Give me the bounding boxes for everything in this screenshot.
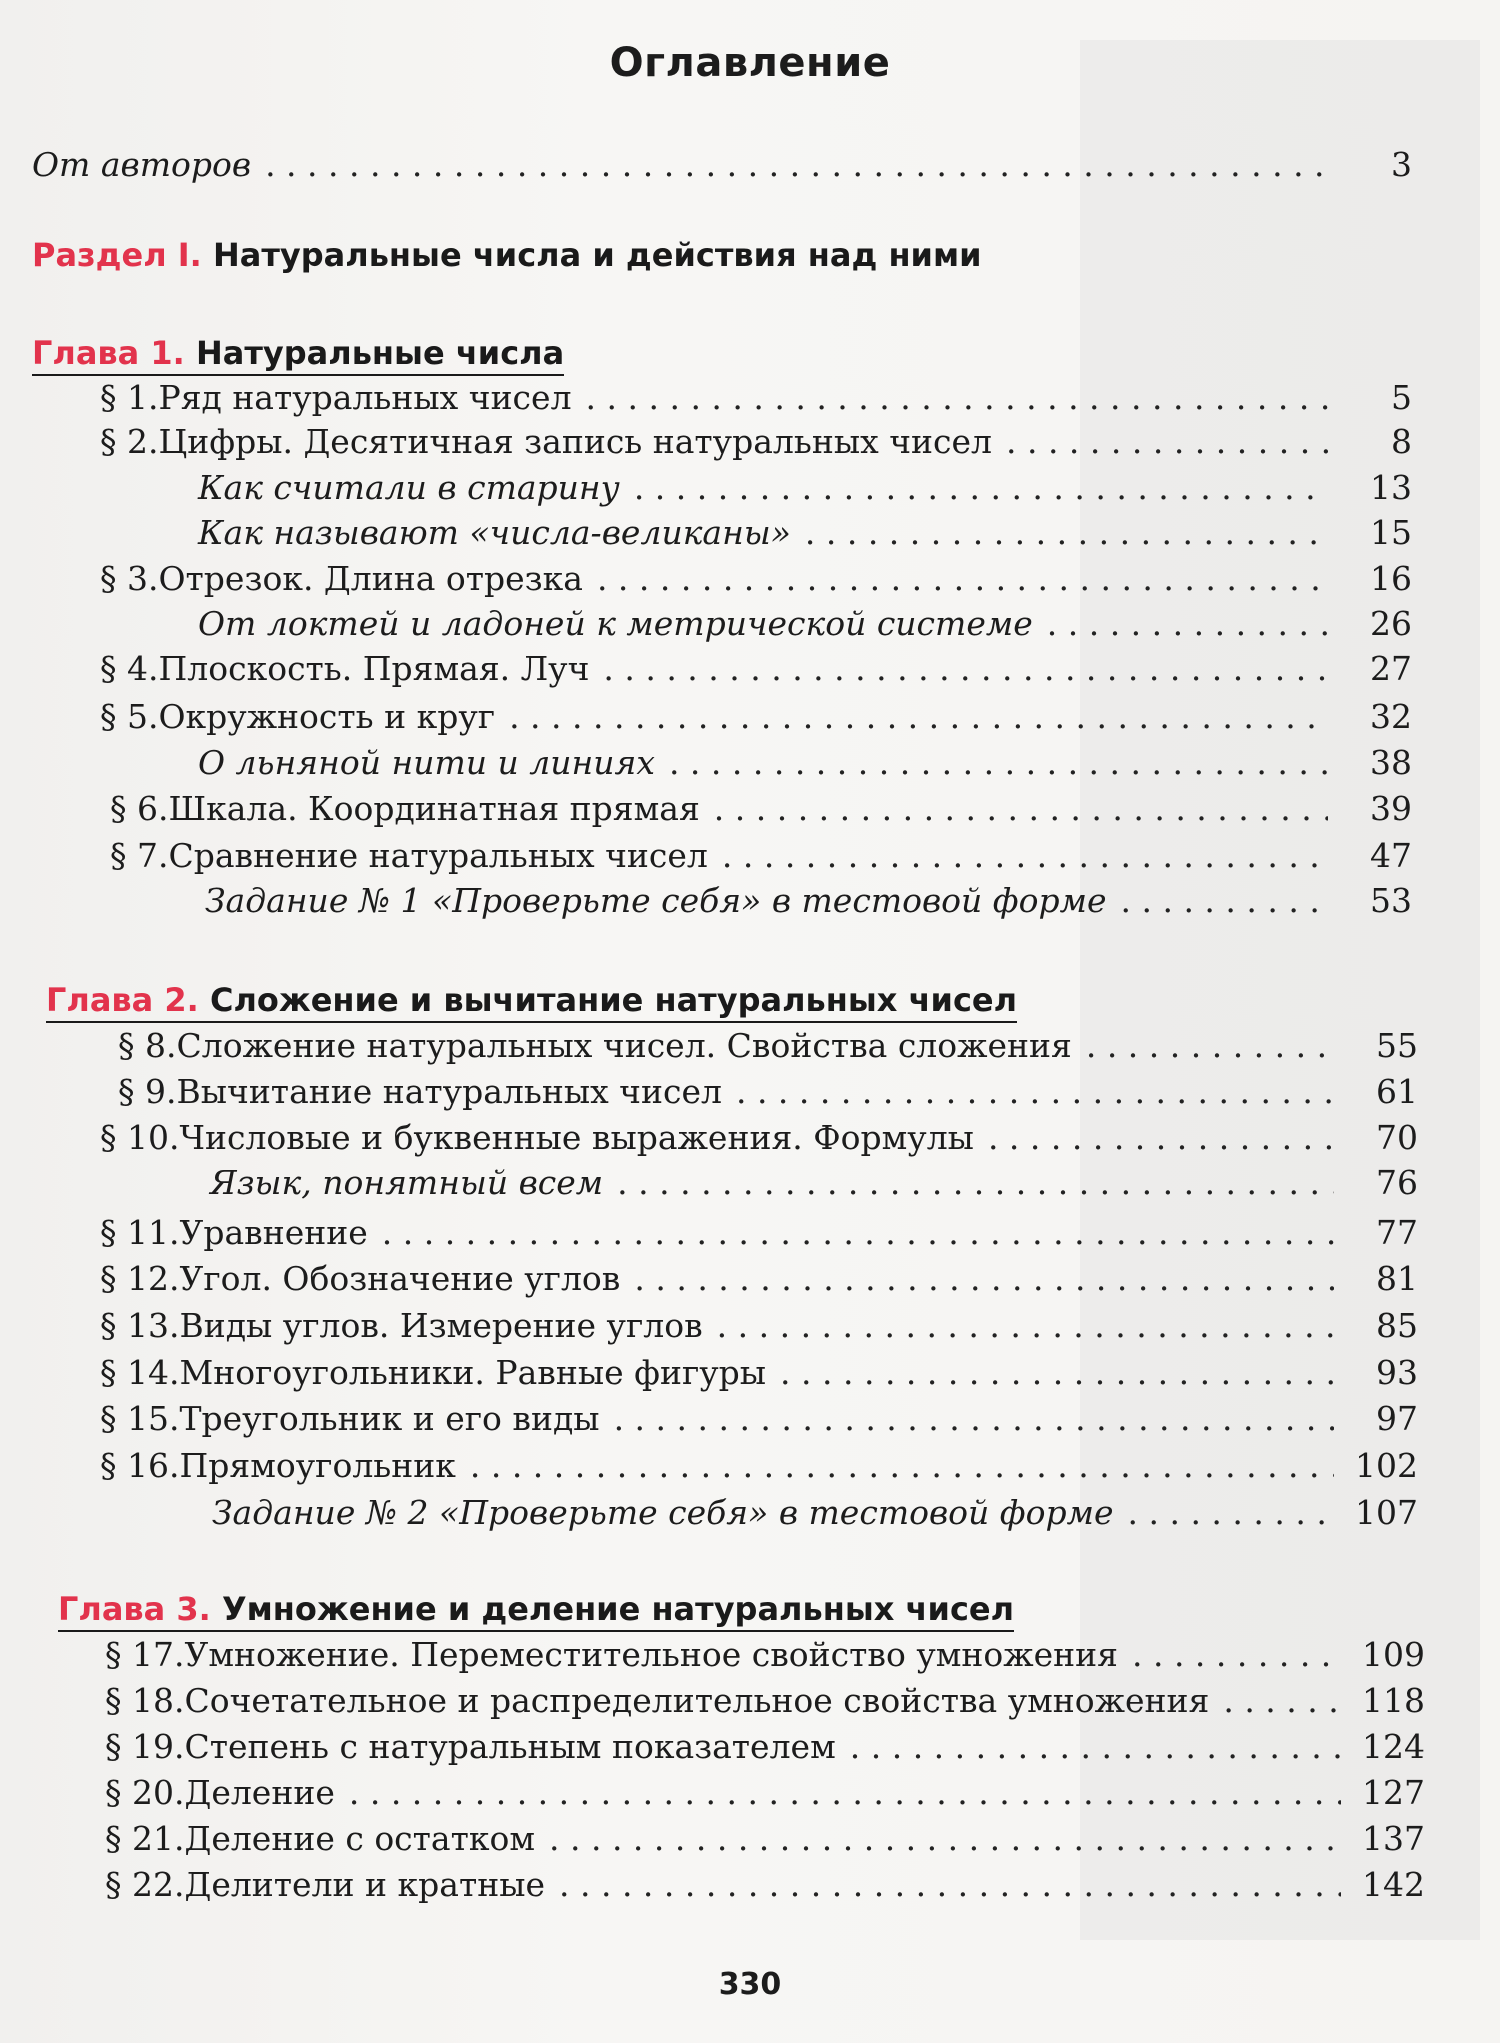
toc-entry-text: Треугольник и его виды xyxy=(179,1399,600,1438)
toc-entry-text: Сложение натуральных чисел. Свойства сложения xyxy=(176,1026,1072,1065)
toc-entry[interactable] xyxy=(198,601,1412,647)
toc-entry-text: Цифры. Десятичная запись натуральных чисел xyxy=(158,422,992,461)
chapter-2-heading xyxy=(46,981,1017,1023)
toc-entry-number: § 4. xyxy=(100,649,159,688)
leader-dots xyxy=(559,1862,1341,1908)
toc-entry-number: § 6. xyxy=(110,789,169,828)
toc-entry[interactable] xyxy=(105,1724,1425,1770)
toc-entry[interactable] xyxy=(198,740,1412,786)
toc-entry-number: § 7. xyxy=(110,836,169,875)
leader-dots xyxy=(736,1069,1334,1115)
toc-entry-number: § 19. xyxy=(105,1727,185,1766)
toc-entry-text: Сочетательное и распределительное свойства умножения xyxy=(184,1681,1210,1720)
toc-entry-page: 70 xyxy=(1376,1118,1418,1157)
toc-entry[interactable] xyxy=(100,419,1412,465)
toc-entry-number: § 15. xyxy=(100,1399,180,1438)
section-heading xyxy=(32,236,982,274)
toc-entry-page: 61 xyxy=(1376,1072,1418,1111)
toc-entry[interactable] xyxy=(100,646,1412,692)
toc-entry-page: 16 xyxy=(1370,559,1412,598)
toc-entry-number: § 11. xyxy=(100,1213,180,1252)
toc-entry-page: 55 xyxy=(1376,1026,1418,1065)
toc-entry[interactable] xyxy=(205,878,1412,924)
leader-dots xyxy=(597,556,1328,602)
toc-entry-number: § 21. xyxy=(105,1819,185,1858)
toc-entry[interactable] xyxy=(105,1770,1425,1816)
chapter-3-heading xyxy=(58,1590,1014,1632)
toc-entry-text: Ряд натуральных чисел xyxy=(158,378,572,417)
leader-dots xyxy=(780,1350,1334,1396)
toc-entry-page: 76 xyxy=(1376,1163,1418,1202)
toc-entry-number: § 9. xyxy=(118,1072,177,1111)
toc-entry-page: 127 xyxy=(1362,1773,1425,1812)
toc-entry-text: Сравнение натуральных чисел xyxy=(168,836,708,875)
toc-entry-text: Язык, понятный всем xyxy=(210,1163,604,1202)
toc-entry-page: 53 xyxy=(1370,881,1412,920)
toc-entry-number: § 1. xyxy=(100,378,159,417)
toc-entry-text: Уравнение xyxy=(179,1213,368,1252)
toc-entry-text: От локтей и ладоней к метрической системе xyxy=(198,604,1033,643)
toc-entry[interactable] xyxy=(100,1303,1418,1349)
leader-dots xyxy=(382,1210,1334,1256)
toc-entry-page: 107 xyxy=(1355,1493,1418,1532)
leader-dots xyxy=(549,1816,1341,1862)
toc-entry-page: 93 xyxy=(1376,1353,1418,1392)
leader-dots xyxy=(509,694,1328,740)
toc-entry[interactable] xyxy=(118,1023,1418,1069)
toc-entry-text: Степень с натуральным показателем xyxy=(184,1727,836,1766)
toc-entry-number: § 22. xyxy=(105,1865,185,1904)
toc-entry-number: § 10. xyxy=(100,1118,180,1157)
toc-entry-page: 3 xyxy=(1391,145,1412,184)
toc-entry-page: 39 xyxy=(1370,789,1412,828)
toc-entry-text: Виды углов. Измерение углов xyxy=(179,1306,703,1345)
toc-entry[interactable] xyxy=(105,1632,1425,1678)
leader-dots xyxy=(1047,601,1328,647)
toc-entry-text: Прямоугольник xyxy=(179,1446,456,1485)
toc-entry[interactable] xyxy=(100,556,1412,602)
toc-entry-number: § 13. xyxy=(100,1306,180,1345)
toc-entry[interactable] xyxy=(105,1816,1425,1862)
toc-entry[interactable] xyxy=(100,1210,1418,1256)
toc-entry-page: 118 xyxy=(1362,1681,1425,1720)
toc-entry-text: Отрезок. Длина отрезка xyxy=(158,559,583,598)
leader-dots xyxy=(722,833,1328,879)
toc-entry-page: 47 xyxy=(1370,836,1412,875)
leader-dots xyxy=(714,786,1328,832)
toc-entry-number: § 5. xyxy=(100,697,159,736)
chapter-name: Умножение и деление натуральных чисел xyxy=(221,1590,1015,1628)
toc-entry[interactable] xyxy=(110,786,1412,832)
leader-dots xyxy=(1132,1632,1341,1678)
toc-entry-page: 97 xyxy=(1376,1399,1418,1438)
toc-entry[interactable] xyxy=(100,1256,1418,1302)
chapter-1-heading xyxy=(32,334,564,376)
leader-dots xyxy=(634,1256,1334,1302)
toc-entry[interactable] xyxy=(198,510,1412,556)
toc-entry-page: 124 xyxy=(1362,1727,1425,1766)
leader-dots xyxy=(603,646,1328,692)
toc-entry-page: 32 xyxy=(1370,697,1412,736)
chapter-label: Глава 1. xyxy=(32,334,185,372)
toc-entry-page: 27 xyxy=(1370,649,1412,688)
toc-entry-text: Задание № 2 «Проверьте себя» в тестовой форме xyxy=(212,1493,1114,1532)
toc-entry[interactable] xyxy=(105,1678,1425,1724)
leader-dots xyxy=(1121,878,1328,924)
toc-entry-text: Задание № 1 «Проверьте себя» в тестовой форме xyxy=(205,881,1107,920)
page-title: Оглавление xyxy=(609,40,891,86)
leader-dots xyxy=(265,142,1328,188)
toc-entry-number: § 18. xyxy=(105,1681,185,1720)
toc-entry[interactable] xyxy=(110,833,1412,879)
toc-entry[interactable] xyxy=(100,1443,1418,1489)
toc-entry[interactable] xyxy=(100,1396,1418,1442)
toc-entry-page: 137 xyxy=(1362,1819,1425,1858)
toc-entry-number: § 14. xyxy=(100,1353,180,1392)
leader-dots xyxy=(1128,1490,1334,1536)
leader-dots xyxy=(586,375,1328,421)
leader-dots xyxy=(805,510,1328,556)
leader-dots xyxy=(349,1770,1341,1816)
leader-dots xyxy=(470,1443,1334,1489)
toc-entry-page: 38 xyxy=(1370,743,1412,782)
toc-entry-page: 15 xyxy=(1370,513,1412,552)
leader-dots xyxy=(1086,1023,1334,1069)
toc-entry-page: 109 xyxy=(1362,1635,1425,1674)
section-name: Натуральные числа и действия над ними xyxy=(212,236,982,274)
toc-entry-number: § 16. xyxy=(100,1446,180,1485)
toc-entry-number: § 17. xyxy=(105,1635,185,1674)
toc-entry[interactable] xyxy=(100,375,1412,421)
toc-entry-text: От авторов xyxy=(32,145,252,184)
toc-entry[interactable] xyxy=(198,465,1412,511)
toc-entry-number: § 2. xyxy=(100,422,159,461)
toc-entry-text: Вычитание натуральных чисел xyxy=(176,1072,722,1111)
toc-entry-text: Как считали в старину xyxy=(198,468,620,507)
toc-entry-page: 81 xyxy=(1376,1259,1418,1298)
leader-dots xyxy=(1223,1678,1341,1724)
chapter-name: Сложение и вычитание натуральных чисел xyxy=(209,981,1018,1019)
leader-dots xyxy=(988,1115,1334,1161)
toc-entry[interactable] xyxy=(212,1490,1418,1536)
toc-entry[interactable] xyxy=(105,1862,1425,1908)
toc-entry-text: Умножение. Переместительное свойство умножения xyxy=(184,1635,1118,1674)
toc-entry-page: 8 xyxy=(1391,422,1412,461)
toc-entry-number: § 20. xyxy=(105,1773,185,1812)
leader-dots xyxy=(614,1396,1334,1442)
leader-dots xyxy=(1006,419,1328,465)
toc-entry-text: Угол. Обозначение углов xyxy=(179,1259,621,1298)
toc-entry-text: Как называют «числа-великаны» xyxy=(198,513,791,552)
toc-entry-text: Окружность и круг xyxy=(158,697,496,736)
toc-entry-number: § 8. xyxy=(118,1026,177,1065)
page-number: 330 xyxy=(718,1967,782,2002)
chapter-label: Глава 2. xyxy=(46,981,199,1019)
toc-entry-page: 142 xyxy=(1362,1865,1425,1904)
toc-entry-text: Числовые и буквенные выражения. Формулы xyxy=(179,1118,974,1157)
leader-dots xyxy=(850,1724,1341,1770)
toc-entry-page: 26 xyxy=(1370,604,1412,643)
toc-entry-text: Многоугольники. Равные фигуры xyxy=(179,1353,767,1392)
leader-dots xyxy=(669,740,1328,786)
toc-entry[interactable] xyxy=(100,694,1412,740)
toc-entry[interactable] xyxy=(100,1350,1418,1396)
leader-dots xyxy=(617,1160,1334,1206)
toc-entry-page: 77 xyxy=(1376,1213,1418,1252)
toc-entry-page: 13 xyxy=(1370,468,1412,507)
leader-dots xyxy=(634,465,1328,511)
toc-entry-text: Плоскость. Прямая. Луч xyxy=(158,649,590,688)
section-label: Раздел I. xyxy=(32,236,202,274)
toc-entry-page: 85 xyxy=(1376,1306,1418,1345)
toc-entry-page: 5 xyxy=(1391,378,1412,417)
toc-entry-page: 102 xyxy=(1355,1446,1418,1485)
toc-entry-text: Деление xyxy=(184,1773,335,1812)
toc-entry-number: § 3. xyxy=(100,559,159,598)
toc-entry-intro[interactable] xyxy=(32,142,1412,188)
toc-entry-text: Деление с остатком xyxy=(184,1819,536,1858)
toc-entry-text: О льняной нити и линиях xyxy=(198,743,655,782)
leader-dots xyxy=(717,1303,1334,1349)
toc-entry[interactable] xyxy=(118,1069,1418,1115)
chapter-label: Глава 3. xyxy=(58,1590,211,1628)
toc-entry-text: Шкала. Координатная прямая xyxy=(168,789,700,828)
toc-entry-text: Делители и кратные xyxy=(184,1865,545,1904)
chapter-name: Натуральные числа xyxy=(195,334,565,372)
toc-entry[interactable] xyxy=(100,1115,1418,1161)
toc-entry[interactable] xyxy=(210,1160,1418,1206)
toc-entry-number: § 12. xyxy=(100,1259,180,1298)
